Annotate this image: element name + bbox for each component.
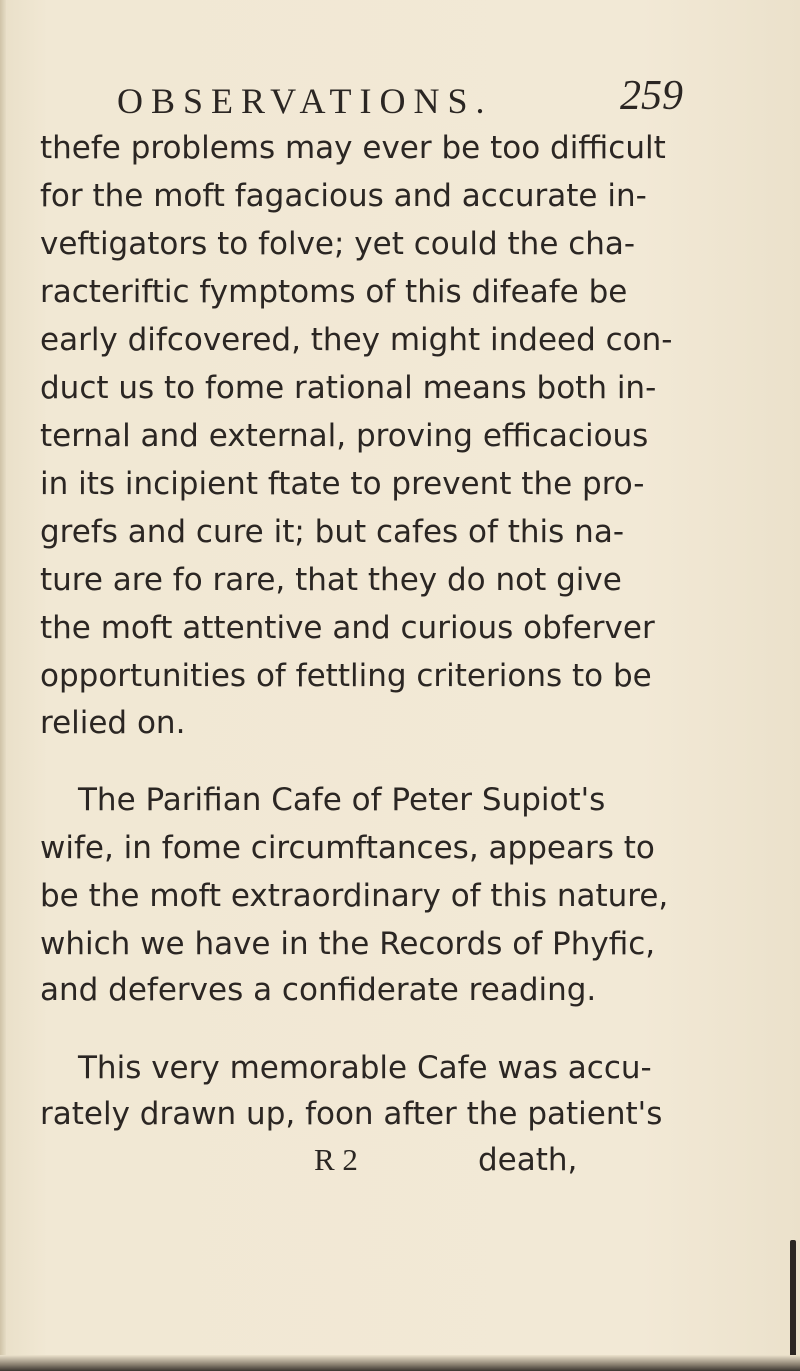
text-line: and deferves a confiderate reading. [40, 972, 597, 1008]
text-line: duct us to fome rational means both in- [40, 370, 657, 406]
text-line: ture are fo rare, that they do not give [40, 562, 622, 598]
text-line: in its incipient ftate to prevent the pro- [40, 466, 645, 502]
text-line: relied on. [40, 705, 186, 741]
text-line: ternal and external, proving efficacious [40, 418, 649, 454]
text-line: wife, in fome circumftances, appears to [40, 830, 655, 866]
text-line: early difcovered, they might indeed con- [40, 322, 673, 358]
running-head: OBSERVATIONS. [117, 81, 493, 121]
page-gutter-edge [0, 0, 6, 1371]
text-line: veftigators to folve; yet could the cha- [40, 226, 636, 262]
text-line: for the moft fagacious and accurate in- [40, 178, 647, 214]
page-bottom-edge [0, 1355, 800, 1371]
text-line: be the moft extraordinary of this nature, [40, 878, 669, 914]
catchword: death, [478, 1142, 578, 1178]
text-line: the moft attentive and curious obferver [40, 610, 655, 646]
page-edge-mark [790, 1240, 796, 1360]
text-line: The Parifian Cafe of Peter Supiot's [78, 782, 606, 818]
text-line: thefe problems may ever be too difficult [40, 130, 666, 166]
text-line: opportunities of fettling criterions to be [40, 658, 652, 694]
text-line: rately drawn up, foon after the patient's [40, 1096, 663, 1132]
text-line: This very memorable Cafe was accu- [78, 1050, 652, 1086]
text-line: grefs and cure it; but cafes of this na- [40, 514, 625, 550]
text-line: racteriftic fymptoms of this difeafe be [40, 274, 628, 310]
signature-mark: R 2 [314, 1142, 358, 1177]
text-line: which we have in the Records of Phyfic, [40, 926, 656, 962]
page-number: 259 [620, 73, 683, 119]
